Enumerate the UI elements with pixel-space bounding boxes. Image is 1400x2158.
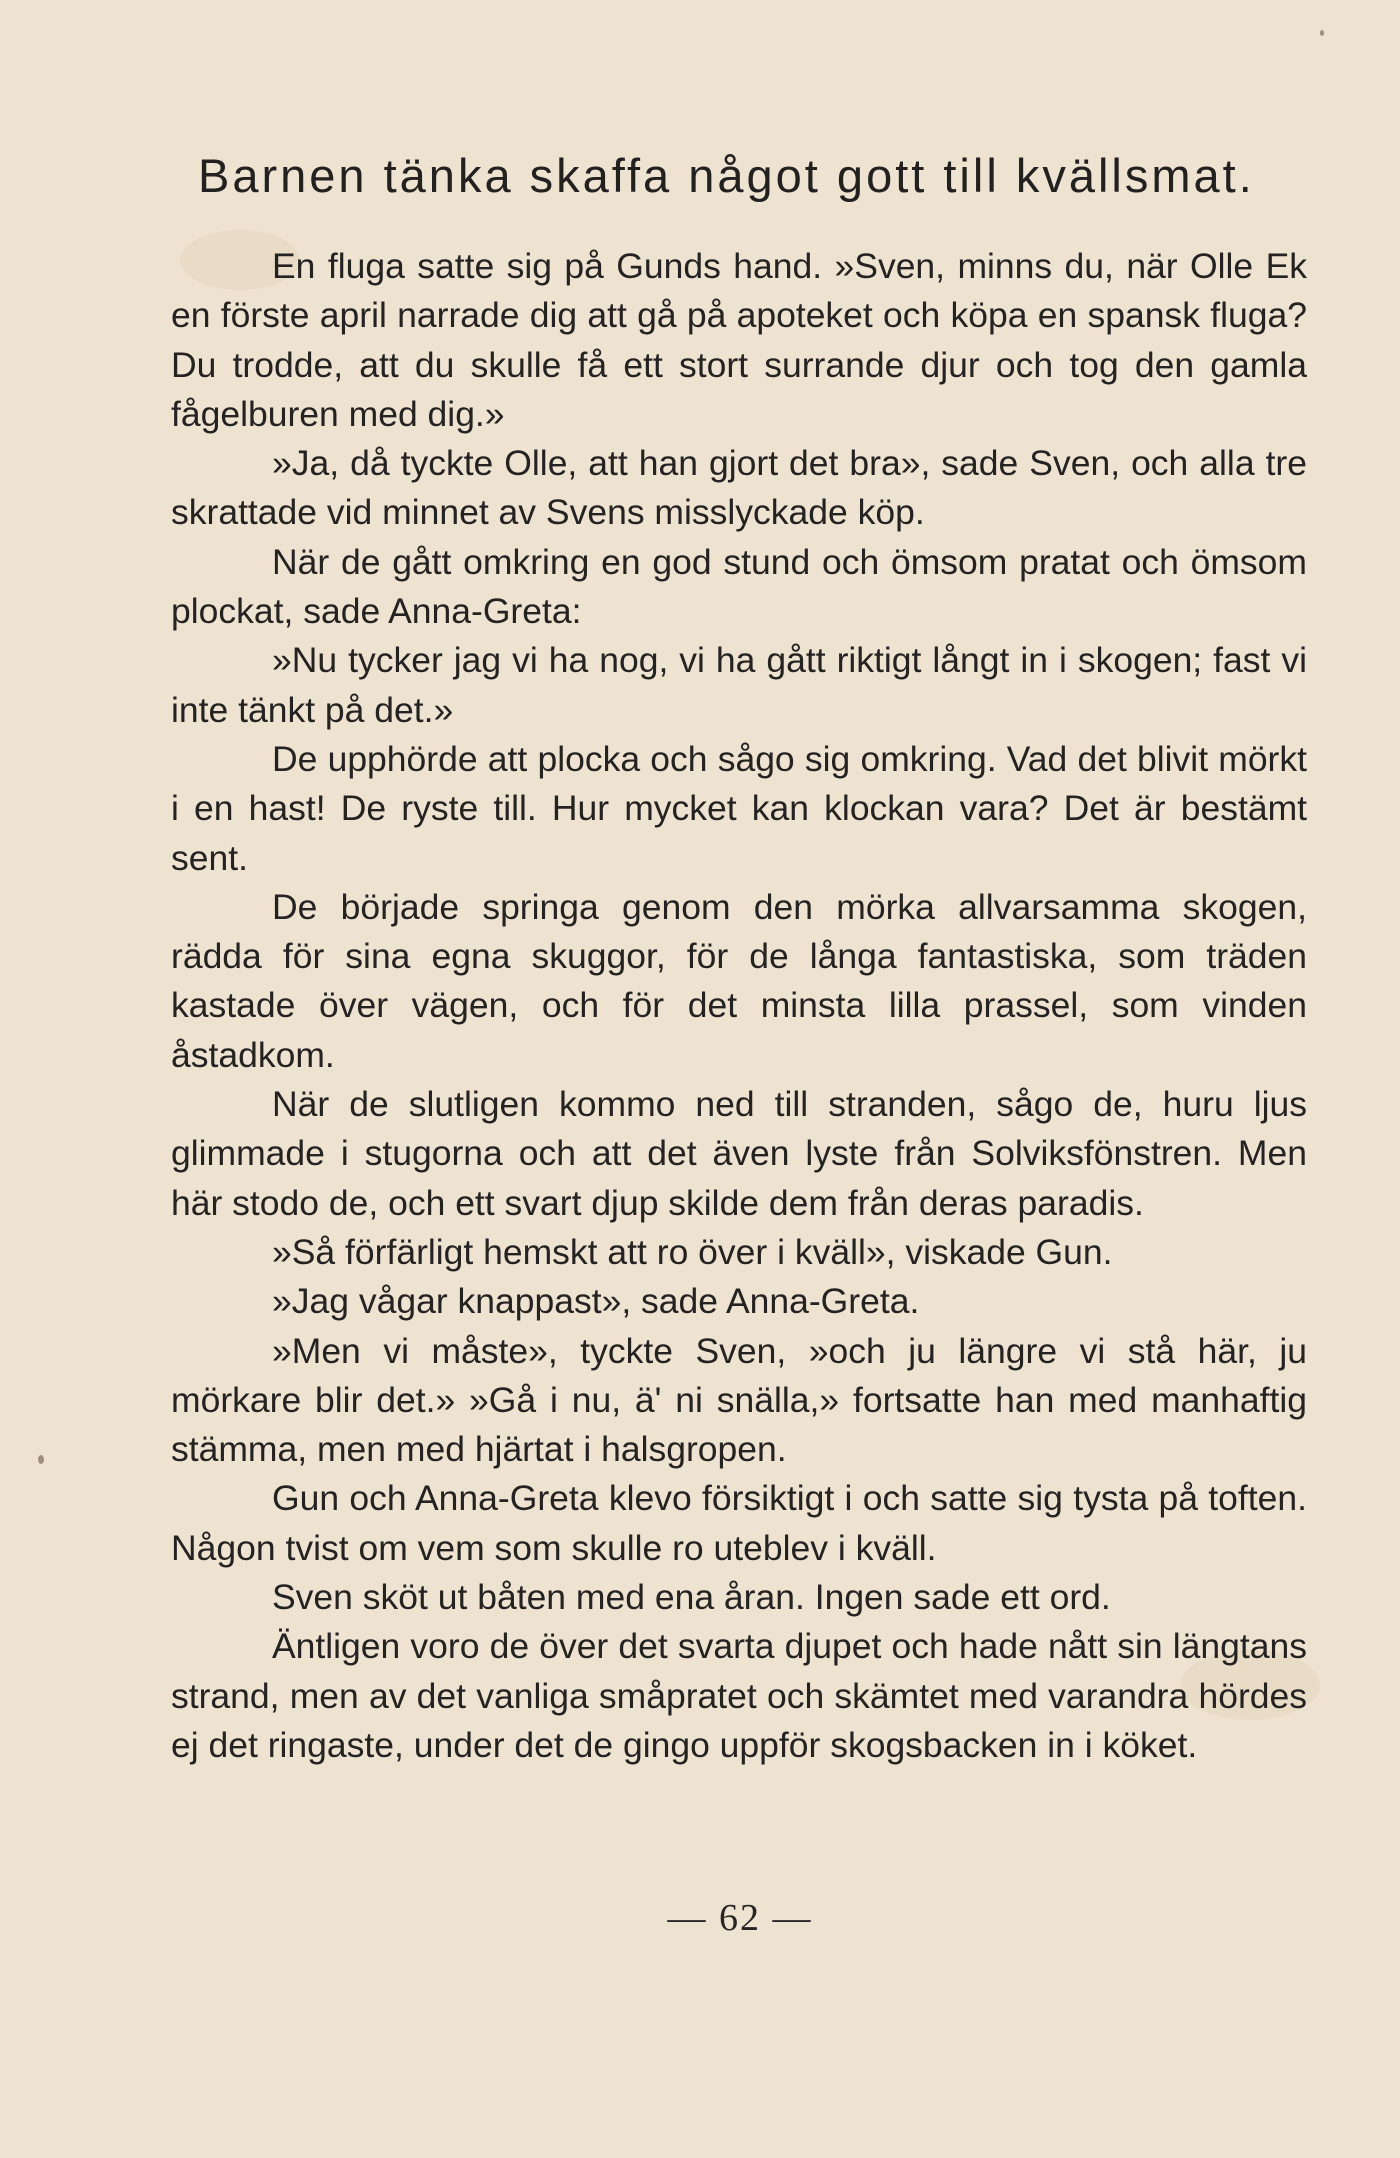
body-text	[171, 242, 1307, 1770]
paper-speck	[38, 1455, 44, 1464]
paper-speck	[1320, 30, 1324, 36]
paragraph: Sven sköt ut båten med ena åran. Ingen sade ett ord.	[272, 1577, 1111, 1618]
paragraph: När de gått omkring en god stund och ömsom pratat och ömsom plockat, sade Anna-Greta:	[171, 541, 1307, 632]
paragraph: En fluga satte sig på Gunds hand. »Sven, minns du, när Olle Ek en förste april narrade dig att gå på apoteket och köpa en spansk fluga? Du trodde, att du skulle få ett stort surrande djur och tog den gamla fågelburen med dig.»	[171, 246, 1307, 434]
paragraph: »Nu tycker jag vi ha nog, vi ha gått riktigt långt in i skogen; fast vi inte tänkt på det.»	[171, 640, 1307, 730]
paragraph: De upphörde att plocka och sågo sig omkring. Vad det blivit mörkt i en hast! De ryste till. Hur mycket kan klockan vara? Det är bestämt sent.	[171, 738, 1307, 878]
paragraph: Äntligen voro de över det svarta djupet och hade nått sin längtans strand, men av det vanliga småpratet och skämtet med varandra hördes ej det ringaste, under det de gingo uppför skogsbacken in i köket.	[171, 1626, 1307, 1765]
paragraph: »Men vi måste», tyckte Sven, »och ju längre vi stå här, ju mörkare blir det.» »Gå i nu, ä' ni snälla,» fortsatte han med manhaftig stämma, men med hjärtat i halsgropen.	[171, 1330, 1307, 1470]
running-header: Barnen tänka skaffa något gott till kvällsmat.	[198, 149, 1255, 202]
paragraph: Gun och Anna-Greta klevo försiktigt i och satte sig tysta på toften. Någon tvist om vem som skulle ro uteblev i kväll.	[171, 1478, 1307, 1568]
paragraph: När de slutligen kommo ned till stranden, sågo de, huru ljus glimmade i stugorna och att det även lyste från Solviksfönstren. Men här stodo de, och ett svart djup skilde dem från deras paradis.	[171, 1084, 1307, 1223]
paragraph: »Ja, då tyckte Olle, att han gjort det bra», sade Sven, och alla tre skrattade vid minnet av Svens misslyckade köp.	[171, 443, 1307, 533]
paragraph: De började springa genom den mörka allvarsamma skogen, rädda för sina egna skuggor, för de långa fantastiska, som träden kastade över vägen, och för det minsta lilla prassel, som vinden åstadkom.	[171, 886, 1307, 1075]
paragraph: »Så förfärligt hemskt att ro över i kväll», viskade Gun.	[272, 1231, 1113, 1272]
page-number: — 62 —	[667, 1897, 813, 1939]
paragraph: »Jag vågar knappast», sade Anna-Greta.	[272, 1281, 920, 1322]
